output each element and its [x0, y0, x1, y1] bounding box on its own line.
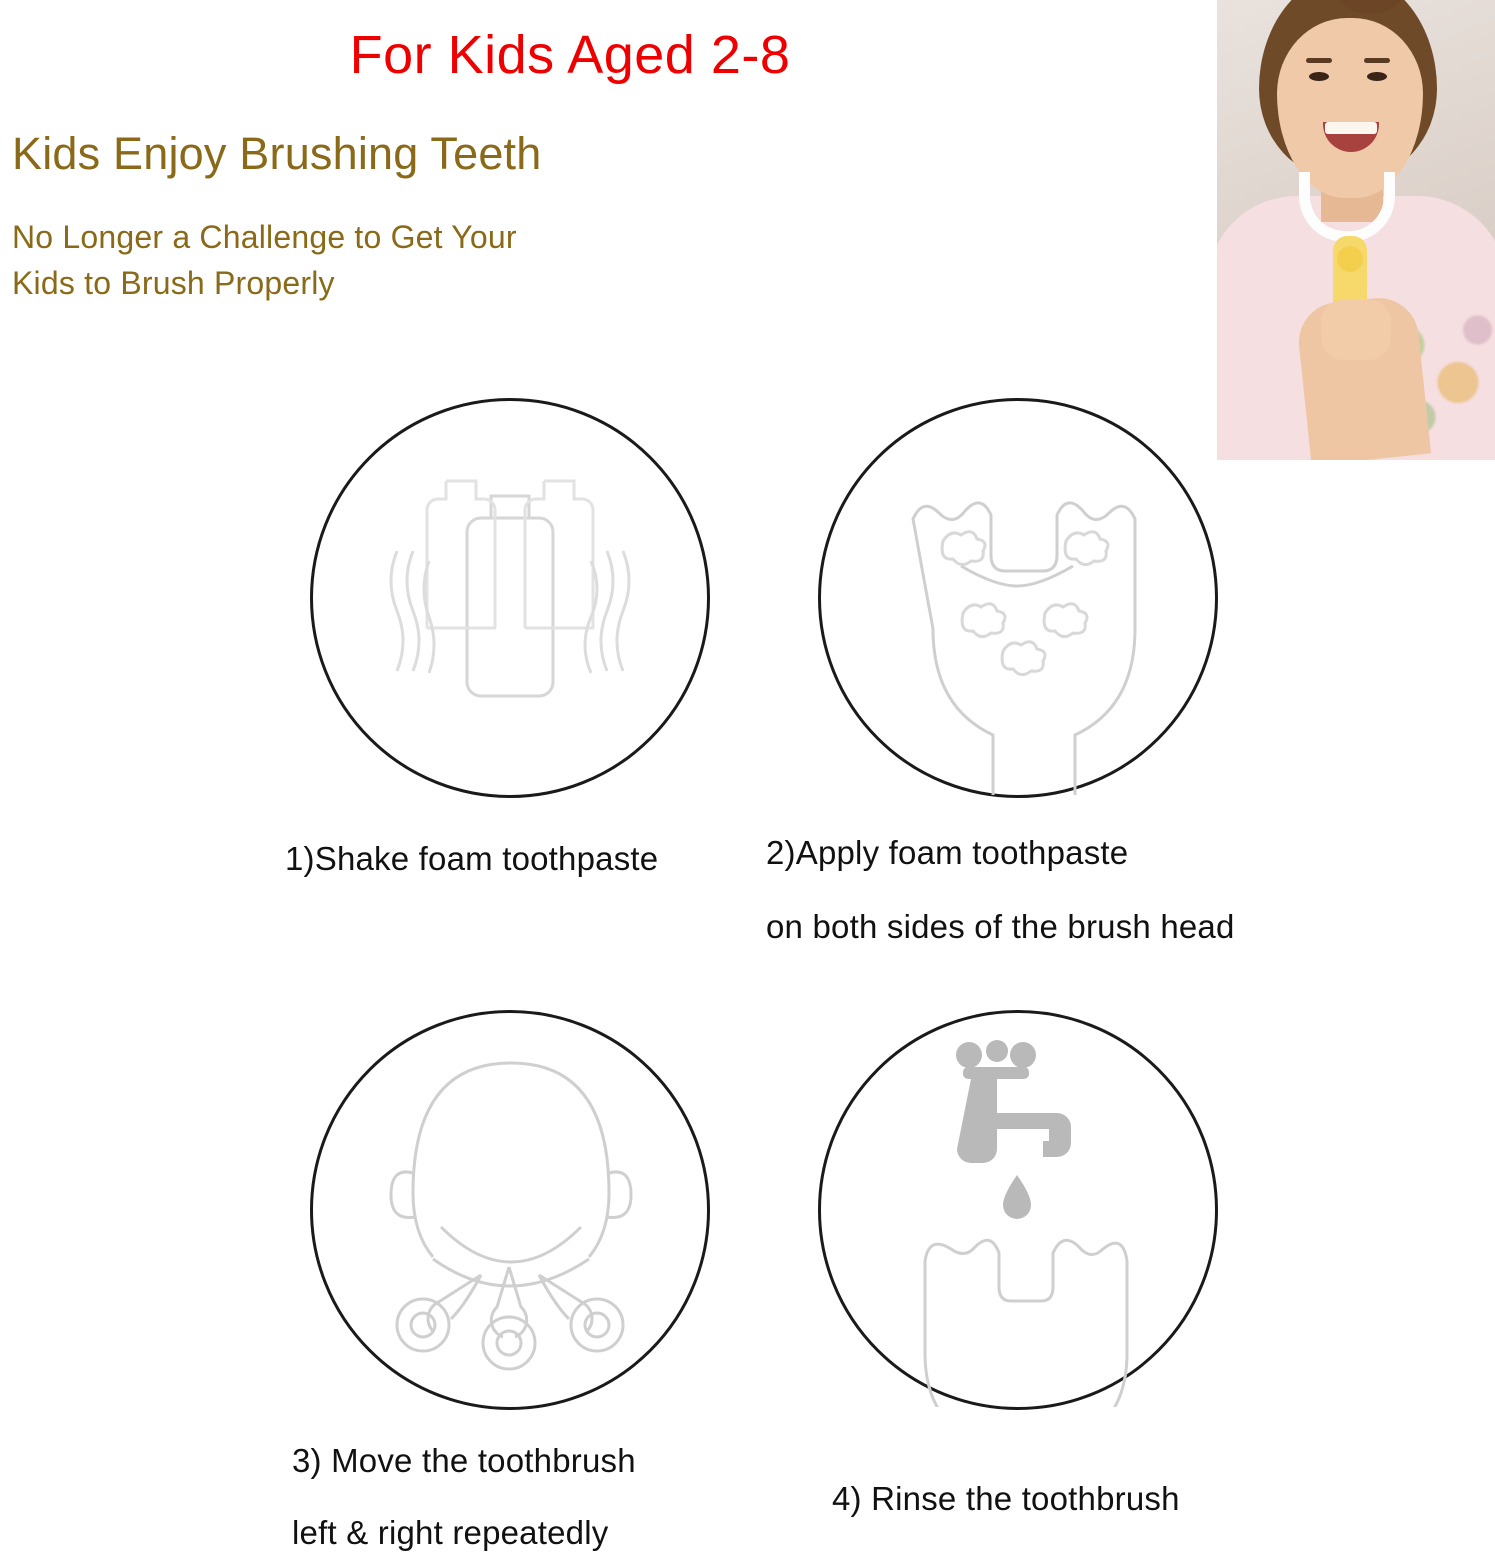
- step-3: [310, 1010, 870, 1557]
- u-shaped-brush-head-with-foam-icon: [821, 401, 1215, 795]
- step-1-caption-line-1: 1)Shake foam toothpaste: [285, 834, 870, 884]
- step-2-caption: [766, 828, 1378, 951]
- step-1-illustration: [310, 398, 710, 798]
- step-3-illustration: [310, 1010, 710, 1410]
- photo-teeth: [1325, 122, 1377, 134]
- child-head-brushing-left-right-icon: [313, 1013, 707, 1407]
- page-subheadline: Kids Enjoy Brushing Teeth: [12, 128, 542, 180]
- photo-eyebrow-right: [1364, 58, 1390, 63]
- step-4-illustration: [818, 1010, 1218, 1410]
- page-headline: For Kids Aged 2-8: [0, 26, 1140, 85]
- foam-toothpaste-bottle-shaking-icon: [313, 401, 707, 795]
- step-3-caption-line-2: left & right repeatedly: [292, 1508, 870, 1557]
- photo-eye-right: [1367, 72, 1387, 81]
- hero-photo: [1217, 0, 1495, 460]
- step-2-caption-line-2: on both sides of the brush head: [766, 902, 1378, 952]
- step-2-caption-line-1: 2)Apply foam toothpaste: [766, 828, 1378, 878]
- step-4-caption-line-1: 4) Rinse the toothbrush: [832, 1474, 1378, 1524]
- photo-hand: [1321, 300, 1391, 360]
- step-4: [818, 1010, 1378, 1524]
- step-4-caption: [832, 1474, 1378, 1524]
- page-tagline-line-1: No Longer a Challenge to Get Your: [12, 214, 517, 260]
- photo-eye-left: [1309, 72, 1329, 81]
- photo-eyebrow-left: [1306, 58, 1332, 63]
- step-1: [310, 398, 870, 884]
- step-3-caption-line-1: 3) Move the toothbrush: [292, 1436, 870, 1486]
- page-tagline: [12, 214, 517, 307]
- step-2: [818, 398, 1378, 951]
- photo-brush-handle-character-icon: [1337, 246, 1363, 272]
- step-2-illustration: [818, 398, 1218, 798]
- faucet-water-rinse-brush-icon: [821, 1013, 1215, 1407]
- step-3-caption: [292, 1436, 870, 1557]
- page-tagline-line-2: Kids to Brush Properly: [12, 260, 517, 306]
